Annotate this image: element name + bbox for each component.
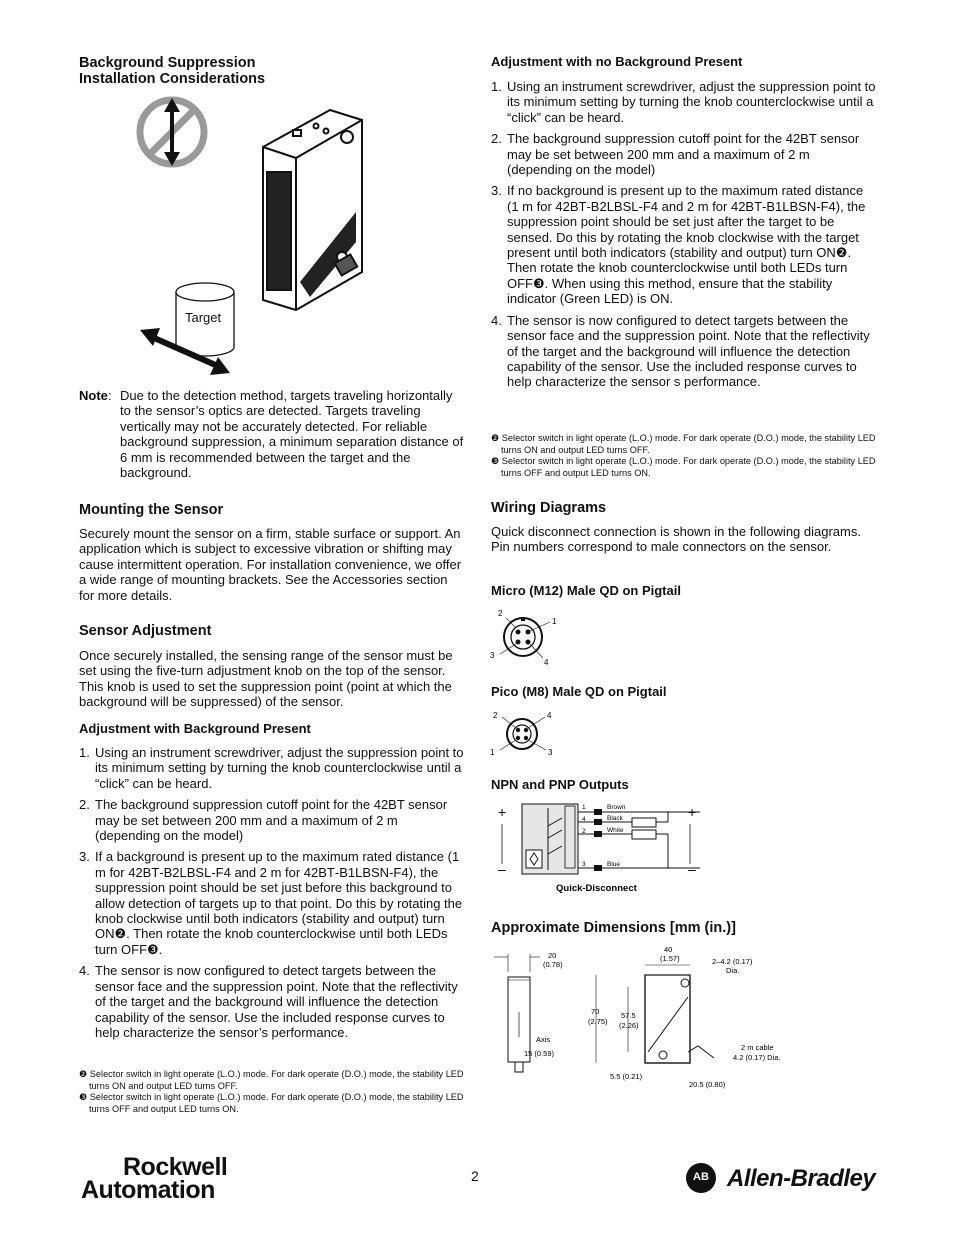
subsection-title-with-bg: Adjustment with Background Present (79, 721, 311, 736)
svg-text:+: + (688, 804, 697, 820)
rockwell-logo: Rockwell Automation (81, 1153, 228, 1204)
no-vertical-icon (140, 98, 204, 166)
svg-text:3: 3 (582, 861, 586, 868)
pin-label: 4 (544, 658, 549, 667)
list-item: 2. The background suppression cutoff point for the 42BT sensor may be set between 200 mm and a maximum of 2 m (depending on the model) (491, 131, 860, 178)
qd-label: Quick-Disconnect (556, 883, 637, 894)
pin-label: 2 (493, 711, 498, 720)
svg-text:Black: Black (607, 815, 623, 822)
svg-text:White: White (607, 827, 624, 834)
target-label: Target (185, 310, 222, 325)
list-item: 3. If a background is present up to the maximum rated distance (1 m for 42BT‑B2LBSL‑F4 and 2 m for 42BT‑B1LBSN‑F4), the suppression point should be set just before this background to allow detection of targets up to that point. Do this by rotating the knob clockwise until both indicators (stability and output) turn ON❷. Then rotate the knob counterclockwise until both LEDs turn OFF❸. (79, 849, 463, 957)
svg-text:2: 2 (582, 828, 586, 835)
sensor-body (263, 110, 362, 310)
pico-connector-diagram (488, 708, 568, 760)
micro-title: Micro (M12) Male QD on Pigtail (491, 583, 681, 598)
sensor-illustration (130, 92, 370, 382)
section-title-mounting: Mounting the Sensor (79, 502, 224, 518)
svg-text:Blue: Blue (607, 861, 621, 868)
svg-text:Axis: Axis (536, 1035, 551, 1044)
svg-text:1: 1 (582, 804, 586, 811)
adjustment-text: Once securely installed, the sensing range of the sensor must be set using the five-turn adjustment knob on the top of the sensor. This knob is used to set the suppression point (point at which the background will be suppressed) of the sensor. (79, 648, 453, 710)
list-item: 1. Using an instrument screwdriver, adjust the suppression point to its minimum setting by turning the knob counterclockwise until a “click” can be heard. (79, 745, 464, 791)
pin-label: 2 (498, 609, 503, 618)
footnote: ❸ Selector switch in light operate (L.O.) mode. For dark operate (D.O.) mode, the stability LED turns OFF and output LED turns ON. (79, 1092, 464, 1114)
svg-text:(1.57): (1.57) (660, 954, 680, 963)
ab-badge-icon: AB (686, 1163, 716, 1193)
svg-text:2–4.2 (0.17): 2–4.2 (0.17) (712, 957, 753, 966)
page-number: 2 (471, 1168, 479, 1184)
allen-bradley-brand: Allen-Bradley (727, 1165, 876, 1192)
list-item: 4. The sensor is now configured to detect targets between the sensor face and the suppression point. Note that the reflectivity of the target and the background will influence the detection capability of the sensor. Use the included response curves to help characterize the sensor’s performance. (79, 963, 458, 1040)
dimensions-drawing (488, 942, 798, 1092)
footnote: ❷ Selector switch in light operate (L.O.) mode. For dark operate (D.O.) mode, the stability LED turns ON and output LED turns OFF. (491, 433, 876, 455)
left-footnotes (79, 1069, 464, 1115)
section-title-dimensions: Approximate Dimensions [mm (in.)] (491, 920, 736, 936)
npn-title: NPN and PNP Outputs (491, 777, 629, 792)
list-item: 3. If no background is present up to the maximum rated distance (1 m for 42BT‑B2LBSL‑F4 and 2 m for 42BT‑B1LBSN‑F4), the suppression point should be set just after the target to be sensed. Do this by rotating the knob clockwise with the target present until both indicators (stability and output) turn ON❷. Then rotate the knob counterclockwise until both LEDs turn OFF❸. When using this method, ensure that the stability indicator (Green LED) is ON. (491, 183, 866, 307)
svg-text:5.5 (0.21): 5.5 (0.21) (610, 1072, 643, 1081)
svg-text:2 m cable: 2 m cable (741, 1043, 774, 1052)
svg-text:Brown: Brown (607, 804, 626, 811)
svg-text:40: 40 (664, 945, 673, 954)
svg-text:–: – (688, 861, 696, 877)
svg-text:(2.75): (2.75) (588, 1017, 608, 1026)
list-item: 1. Using an instrument screwdriver, adjust the suppression point to its minimum setting by turning the knob counterclockwise until a “click” can be heard. (491, 79, 876, 125)
note-block: Note : Due to the detection method, targets traveling horizontally to the sensor’s optics are detected. Targets traveling vertically may not be accurately detected. For reliable background suppression, a minimum separation distance of 6 mm is recommended between the target and the background. (79, 388, 464, 481)
list-item: 2. The background suppression cutoff point for the 42BT sensor may be set between 200 mm and a maximum of 2 m (depending on the model) (79, 797, 448, 844)
with-bg-steps (79, 745, 464, 1046)
footnote: ❸ Selector switch in light operate (L.O.) mode. For dark operate (D.O.) mode, the stability LED turns OFF and output LED turns ON. (491, 456, 876, 478)
right-footnotes (491, 433, 876, 479)
pin-label: 3 (548, 748, 553, 757)
pin-label: 1 (552, 617, 557, 626)
micro-connector-diagram (488, 606, 568, 668)
npn-pnp-wiring-diagram (490, 798, 710, 898)
svg-text:70: 70 (591, 1007, 600, 1016)
pin-label: 3 (490, 651, 495, 660)
svg-text:15 (0.59): 15 (0.59) (524, 1049, 555, 1058)
svg-text:–: – (498, 861, 506, 877)
note-text: Due to the detection method, targets traveling horizontally to the sensor’s optics are detected. Targets traveling vertically may not be accurately detected. For reliable background suppression, a minimum separation distance of 6 mm is recommended between the target and the background. (120, 388, 464, 481)
section-title-adjustment: Sensor Adjustment (79, 623, 212, 639)
footnote: ❷ Selector switch in light operate (L.O.) mode. For dark operate (D.O.) mode, the stability LED turns ON and output LED turns OFF. (79, 1069, 464, 1091)
subsection-title-no-bg: Adjustment with no Background Present (491, 54, 743, 69)
pin-label: 1 (490, 748, 495, 757)
wiring-text: Quick disconnect connection is shown in the following diagrams. Pin numbers correspond to male connectors on the sensor. (491, 524, 861, 555)
svg-text:4: 4 (582, 816, 586, 823)
svg-text:(0.78): (0.78) (543, 960, 563, 969)
section-title-wiring: Wiring Diagrams (491, 500, 607, 516)
svg-text:57.5: 57.5 (621, 1011, 636, 1020)
svg-text:20.5 (0.80): 20.5 (0.80) (689, 1080, 726, 1089)
svg-text:+: + (498, 804, 507, 820)
list-item: 4. The sensor is now configured to detect targets between the sensor face and the suppression point. Note that the reflectivity of the target and the background will influence the detection capability of the sensor. Use the included response curves to help characterize the sensor s performance. (491, 312, 870, 390)
no-bg-steps (491, 79, 876, 396)
svg-text:Dia.: Dia. (726, 966, 740, 975)
svg-text:20: 20 (548, 951, 557, 960)
svg-text:4.2 (0.17) Dia.: 4.2 (0.17) Dia. (733, 1053, 781, 1062)
note-label: Note (79, 388, 108, 403)
svg-text:(2.26): (2.26) (619, 1021, 639, 1030)
pin-label: 4 (547, 711, 552, 720)
pico-title: Pico (M8) Male QD on Pigtail (491, 684, 667, 699)
mounting-text: Securely mount the sensor on a firm, stable surface or support. An application which is subject to excessive vibration or shifting may cause intermittent operation. For installation convenience, we offer a wide range of mounting brackets. See the Accessories section for more details. (79, 526, 462, 603)
section-title-background: Background Suppression Installation Considerations (79, 55, 266, 87)
